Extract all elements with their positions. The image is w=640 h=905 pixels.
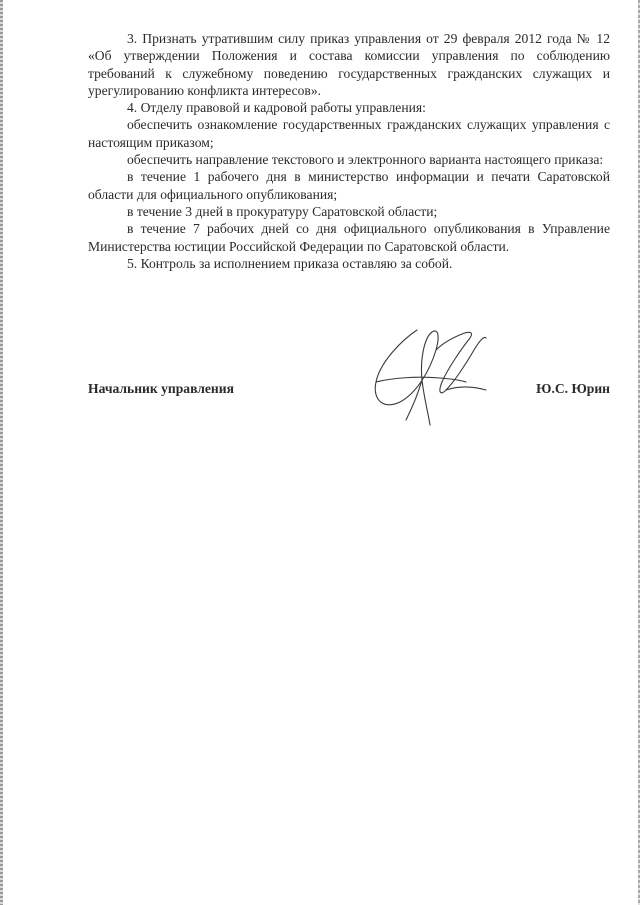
signatory-position: Начальник управления — [88, 381, 234, 396]
paragraph-within-1-day: в течение 1 рабочего дня в министерство информации и печати Саратовской области для официального опубликования; — [88, 169, 610, 202]
paragraph-send-order: обеспечить направление текстового и электронного варианта настоящего приказа: — [127, 152, 604, 168]
document-body — [88, 30, 610, 272]
paragraph-clause-4: 4. Отделу правовой и кадровой работы управления: — [127, 100, 426, 116]
paragraph-clause-3: 3. Признать утратившим силу приказ управления от 29 февраля 2012 года № 12 «Об утверждении Положения и состава комиссии управления по соблюдению требований к служебному поведению государственных гражданских служащих и урегулированию конфликта интересов». — [88, 31, 610, 98]
signatory-name: Ю.С. Юрин — [536, 381, 610, 396]
scan-edge-left — [0, 0, 3, 905]
paragraph-within-7-days: в течение 7 рабочих дней со дня официального опубликования в Управление Министерства юстиции Российской Федерации по Саратовской области. — [88, 221, 610, 254]
signature-block — [88, 381, 610, 401]
paragraph-within-3-days: в течение 3 дней в прокуратуру Саратовской области; — [127, 203, 438, 219]
paragraph-clause-5: 5. Контроль за исполнением приказа оставляю за собой. — [127, 255, 453, 271]
paragraph-familiarize: обеспечить ознакомление государственных гражданских служащих управления с настоящим приказом; — [88, 117, 610, 150]
handwritten-signature — [362, 320, 502, 435]
